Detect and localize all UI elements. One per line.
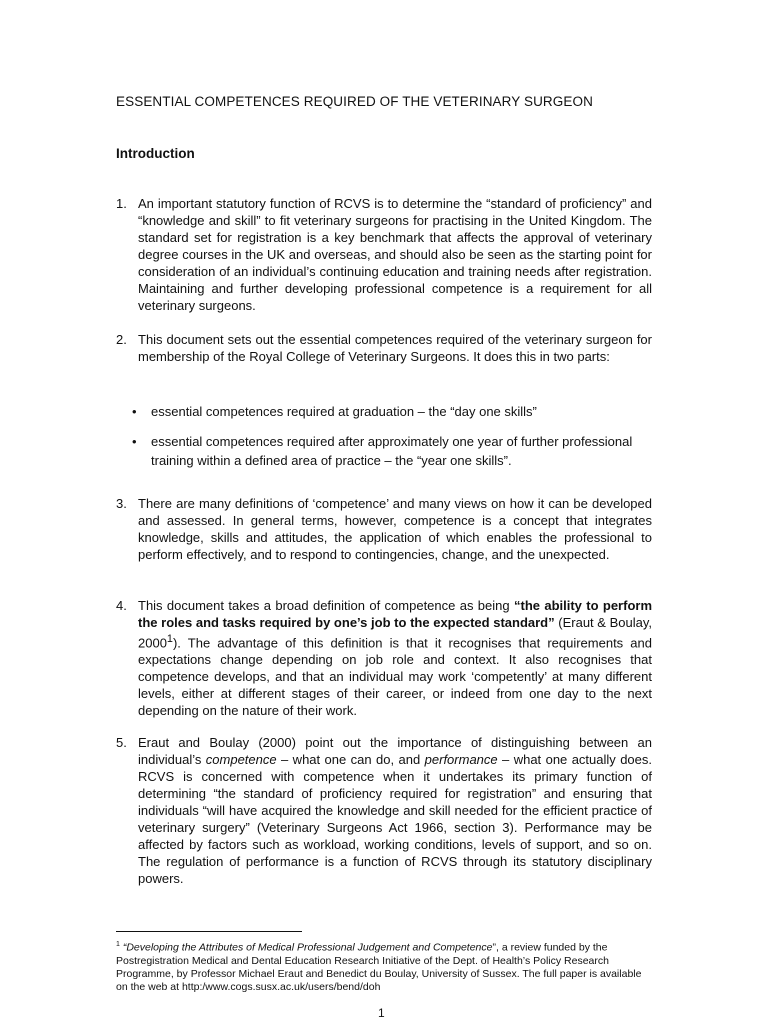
footnote-text: ”, a review funded by the Postregistration Medical and Dental Education Research Initiative of the Dept. of Health’s Policy Research Programme, by Professor Michael Eraut and Benedict du Boulay, University of Sussex. The full paper is available on the web at http:/www.cogs.susx.ac.uk/users/bend/doh [116, 941, 642, 993]
bullet-item-day-one [132, 402, 652, 421]
paragraph-rest: ). The advantage of this definition is that it recognises that requirements and expectations change depending on job role and context. It also recognises that competence develops, and that an individual may work ‘competently’ at many different levels, either at different stages of their career, or indeed from one day to the next depending on the nature of their work. [138, 635, 652, 719]
section-heading: Introduction [116, 146, 195, 161]
paragraph-part: – what one can do, and [276, 752, 425, 767]
term-performance: performance [424, 752, 498, 767]
paragraph-text: This document sets out the essential competences required of the veterinary surgeon for membership of the Royal College of Veterinary Surgeons. It does this in two parts: [138, 332, 652, 364]
paragraph-number: 3. [116, 496, 127, 511]
paragraph-4 [116, 597, 652, 719]
paragraph-text: An important statutory function of RCVS is to determine the “standard of proficiency” and “knowledge and skill” to fit veterinary surgeons for practising in the United Kingdom. The standard set for registration is a key benchmark that affects the approval of veterinary degree courses in the UK and overseas, and should also be seen as the starting point for consideration of an individual’s continuing education and training needs after registration. Maintaining and further developing professional competence is a requirement for all veterinary surgeons. [138, 196, 652, 313]
footnote-title: “Developing the Attributes of Medical Professional Judgement and Competence [122, 941, 493, 954]
paragraph-number: 4. [116, 598, 127, 613]
bullet-icon: • [132, 434, 137, 449]
paragraph-1 [116, 195, 652, 314]
footnote [116, 938, 652, 994]
citation: (Eraut & Boulay, 2000 [138, 615, 653, 651]
paragraph-2 [116, 331, 652, 365]
paragraph-3 [116, 495, 652, 563]
competence-definition: “the ability to perform the roles and tasks required by one’s job to the expected standard” [138, 598, 652, 630]
bullet-text: essential competences required at graduation – the “day one skills” [151, 404, 537, 419]
term-competence: competence [205, 752, 277, 767]
paragraph-number: 5. [116, 735, 127, 750]
footnote-marker: 1 [116, 941, 120, 948]
paragraph-part: Eraut and Boulay (2000) point out the importance of distinguishing between an individual’s [138, 735, 652, 767]
paragraph-text [138, 734, 652, 887]
paragraph-text [138, 597, 652, 719]
paragraph-part: – what one actually does. RCVS is concerned with competence when it undertakes its primary function of determining “the standard of proficiency required for registration” and ensuring that individuals “will have acquired the knowledge and skill needed for the efficient practice of veterinary surgery” (Veterinary Surgeons Act 1966, section 3). Performance may be affected by factors such as workload, working conditions, levels of support, and so on. The regulation of performance is a function of RCVS through its statutory disciplinary powers. [138, 752, 652, 886]
bullet-icon: • [132, 404, 137, 419]
paragraph-text: There are many definitions of ‘competence’ and many views on how it can be developed and assessed. In general terms, however, competence is a concept that integrates knowledge, skills and attitudes, the application of which enables the professional to perform effectively, and to respond to contingencies, change, and the unexpected. [138, 496, 652, 562]
paragraph-number: 1. [116, 196, 127, 211]
bullet-text: essential competences required after approximately one year of further professional training within a defined area of practice – the “year one skills”. [151, 434, 633, 468]
document-title: ESSENTIAL COMPETENCES REQUIRED OF THE VETERINARY SURGEON [116, 94, 593, 109]
paragraph-5 [116, 734, 652, 887]
bullet-item-year-one [132, 432, 652, 470]
paragraph-intro: This document takes a broad definition of competence as being [138, 598, 514, 613]
footnote-ref: 1 [166, 633, 173, 645]
footnote-divider [116, 931, 302, 932]
page-number: 1 [378, 1006, 385, 1020]
paragraph-number: 2. [116, 332, 127, 347]
